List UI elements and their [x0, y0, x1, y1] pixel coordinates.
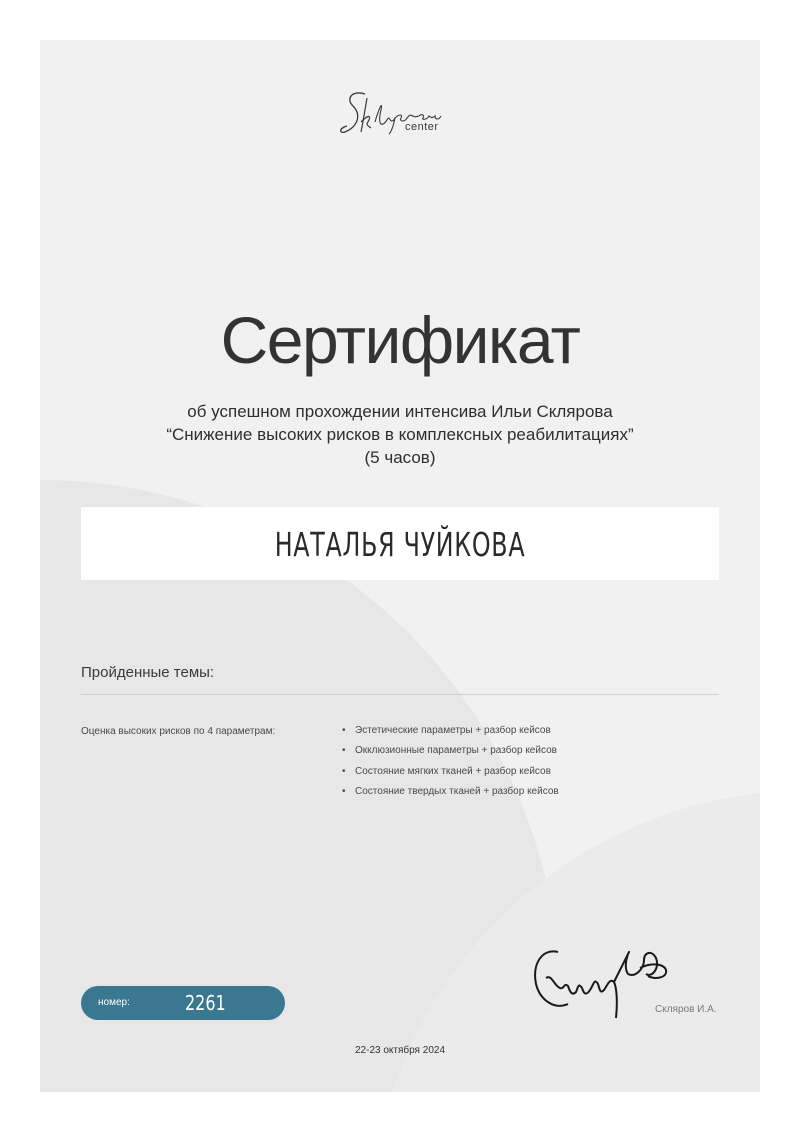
bullet-icon: •	[342, 745, 346, 757]
topic-item	[342, 724, 559, 744]
logo-subtitle: center	[405, 121, 439, 133]
number-label: номер:	[98, 997, 130, 1008]
bullet-icon: •	[342, 725, 346, 736]
topics-heading: Пройденные темы:	[81, 664, 215, 681]
topics-divider	[81, 694, 719, 695]
topic-text: Эстетические параметры + разбор кейсов	[355, 725, 551, 736]
signature-image	[528, 938, 690, 1030]
topic-text: Состояние твердых тканей + разбор кейсов	[355, 785, 559, 797]
topic-item	[342, 785, 559, 805]
certificate-number-badge	[81, 986, 285, 1020]
topic-item	[342, 744, 559, 764]
certificate-date: 22-23 октября 2024	[354, 1045, 445, 1056]
topic-label: Оценка высоких рисков по 4 параметрам:	[81, 726, 276, 737]
bullet-icon: •	[342, 765, 346, 777]
topic-item	[342, 765, 559, 785]
certificate-title: Сертификат	[220, 303, 580, 377]
signer-name: Скляров И.А.	[655, 1004, 717, 1015]
topic-list	[342, 724, 559, 805]
topic-text: Состояние мягких тканей + разбор кейсов	[355, 765, 551, 777]
certificate-sheet	[40, 40, 760, 1092]
subtitle-line: “Снижение высоких рисков в комплексных реабилитациях”	[166, 425, 634, 444]
recipient-name: НАТАЛЬЯ ЧУЙКОВА	[274, 525, 526, 564]
certificate-subtitle	[40, 400, 760, 469]
subtitle-line: (5 часов)	[364, 448, 436, 467]
recipient-box	[81, 507, 719, 580]
topic-text: Окклюзионные параметры + разбор кейсов	[355, 745, 557, 757]
number-value: 2261	[185, 991, 226, 1015]
subtitle-line: об успешном прохождении интенсива Ильи Склярова	[187, 402, 613, 421]
bullet-icon: •	[342, 785, 346, 797]
